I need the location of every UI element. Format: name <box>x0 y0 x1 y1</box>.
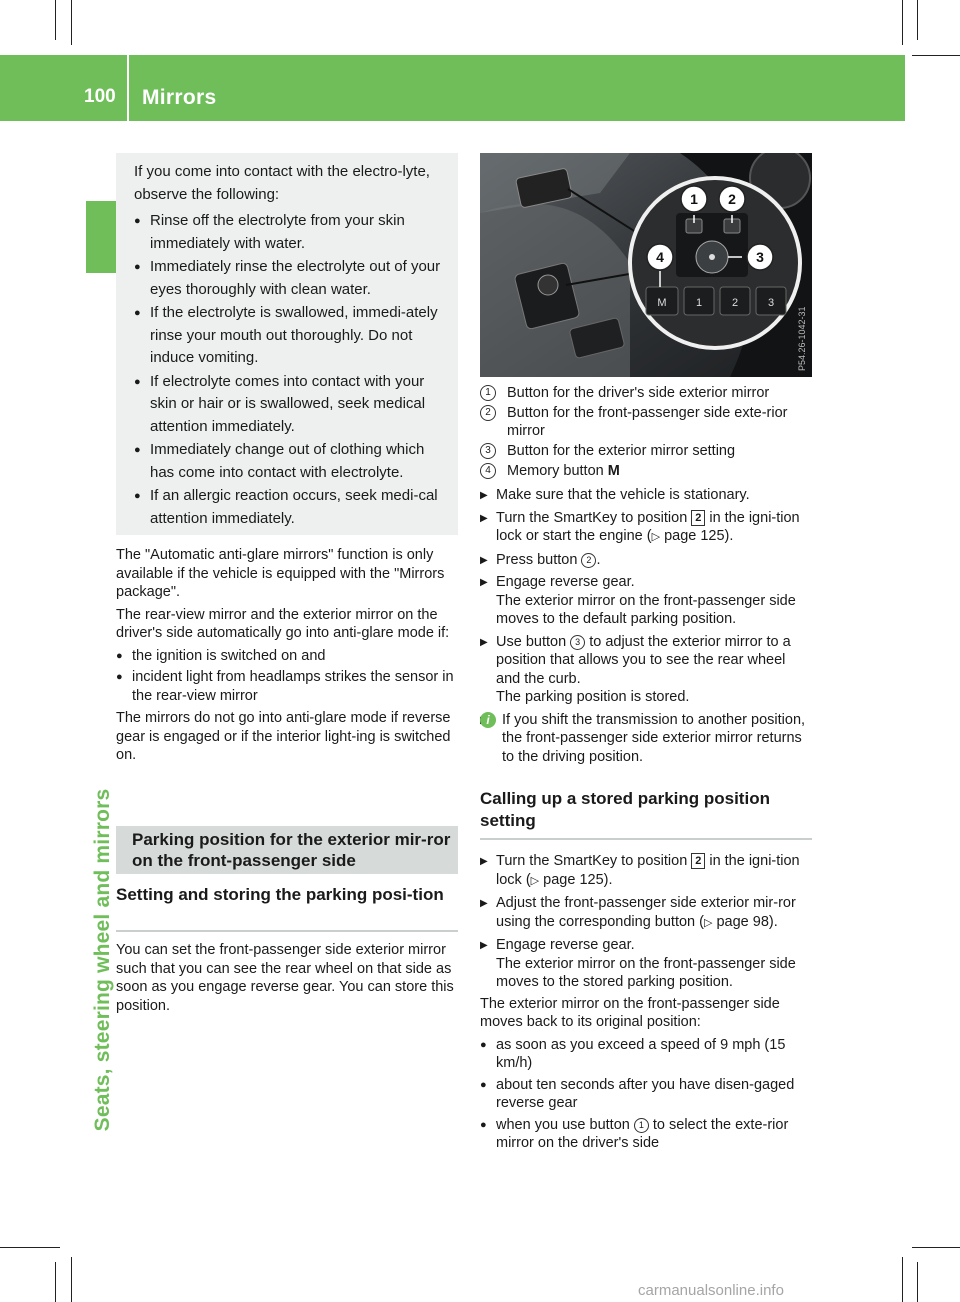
page-ref-arrow-icon: ▷ <box>530 874 540 887</box>
crop-mark <box>71 1257 72 1302</box>
left-body <box>116 546 458 765</box>
parking-position-intro: You can set the front-passenger side exterior mirror such that you can see the rear wheel on that side as soon as you engage reverse gear. You can store this position. <box>116 942 454 1014</box>
legend-text: Memory button <box>507 463 604 479</box>
instruction-step <box>480 633 812 707</box>
preset-button-label: 2 <box>731 297 739 309</box>
crop-mark <box>902 1257 903 1302</box>
door-mirror-control-panel-icon <box>480 153 812 377</box>
step-result: The parking position is stored. <box>496 689 690 705</box>
list-item-text: when you use button <box>496 1116 634 1133</box>
right-body <box>480 384 812 832</box>
list-item: ● the ignition is switched on and <box>116 647 458 666</box>
instruction-step <box>480 551 812 570</box>
step-text: Turn the SmartKey to position <box>496 509 692 526</box>
key-position-badge: 2 <box>691 853 705 869</box>
memory-button-label: M <box>657 297 667 309</box>
callout-1: 1 <box>690 191 698 207</box>
left-body-2 <box>116 941 458 1015</box>
step-result: The exterior mirror on the front-passenger side moves to the default parking position. <box>496 592 796 627</box>
page-reference-link[interactable]: page 98). <box>716 913 778 930</box>
list-item: ● If electrolyte comes into contact with your skin or hair or is swallowed, seek medical attention immediately. <box>134 371 450 439</box>
step-text: in the igni-tion lock ( <box>496 853 800 888</box>
page-ref-arrow-icon: ▷ <box>651 531 661 543</box>
legend-text: Button for the driver's side exterior mirror <box>507 385 770 401</box>
warning-intro: If you come into contact with the electro-lyte, observe the following: <box>134 163 430 203</box>
crop-mark <box>55 0 56 40</box>
info-note <box>480 711 812 767</box>
warning-list <box>134 210 450 530</box>
instruction-step <box>480 486 812 505</box>
legend-number: 3 <box>480 443 496 459</box>
figure-ref-code: P54.26-1042-31 <box>797 306 807 371</box>
callout-ref: 3 <box>570 635 585 650</box>
page-ref-arrow-icon: ▷ <box>703 916 713 929</box>
side-tab-marker <box>86 201 120 273</box>
legend-number: 4 <box>480 463 496 479</box>
callout-ref: 1 <box>634 1118 649 1133</box>
callout-3: 3 <box>756 249 764 265</box>
list-item: ● incident light from headlamps strikes the sensor in the rear-view mirror <box>116 668 458 705</box>
key-position-badge: 2 <box>691 510 705 526</box>
callout-ref: 2 <box>581 553 596 568</box>
chapter-title: Mirrors <box>142 86 217 109</box>
step-text: in the igni-tion lock or start the engine ( <box>496 509 800 544</box>
step-text: Adjust the front-passenger side exterior mir-ror using the corresponding button ( <box>496 895 796 930</box>
heading-rule <box>116 930 458 932</box>
callout-2: 2 <box>728 191 736 207</box>
footer-watermark: carmanualsonline.info <box>638 1282 784 1299</box>
step-text: Use button <box>496 633 571 650</box>
list-item: ● If an allergic reaction occurs, seek medi-cal attention immediately. <box>134 485 450 530</box>
list-item <box>480 1116 812 1153</box>
header-separator <box>127 55 129 121</box>
legend-item <box>480 462 812 480</box>
list-item: ● about ten seconds after you have disen-gaged reverse gear <box>480 1076 812 1113</box>
list-item: ● Immediately rinse the electrolyte out of your eyes thoroughly with clean water. <box>134 256 450 301</box>
legend-item <box>480 384 812 402</box>
return-conditions-list <box>480 1036 812 1153</box>
instruction-step <box>480 573 812 629</box>
anti-glare-condition-intro: The rear-view mirror and the exterior mirror on the driver's side automatically go into anti-glare mode if: <box>116 606 450 641</box>
instruction-step <box>480 509 812 547</box>
legend-item <box>480 404 812 440</box>
step-text: Turn the SmartKey to position <box>496 853 692 869</box>
legend-number: 2 <box>480 405 496 421</box>
mirror-control-photo <box>480 153 812 377</box>
crop-mark <box>917 1262 918 1302</box>
crop-mark <box>902 0 903 45</box>
page-number: 100 <box>84 86 116 107</box>
list-item-text: to select the exte-rior mirror on the driver's side <box>496 1116 789 1151</box>
warning-box <box>116 153 458 535</box>
page-reference-link[interactable]: page 125). <box>543 871 613 888</box>
page-reference-link[interactable]: page 125). <box>664 528 734 544</box>
preset-button-label: 3 <box>767 297 775 309</box>
step-text: Engage reverse gear. <box>496 574 635 590</box>
step-text: Engage reverse gear. <box>496 937 635 953</box>
right-body-2 <box>480 852 812 1153</box>
crop-mark <box>912 1247 960 1248</box>
instruction-step <box>480 852 812 890</box>
list-item: ● If the electrolyte is swallowed, immedi-ately rinse your mouth out thoroughly. Do not induce vomiting. <box>134 302 450 370</box>
section-heading: Parking position for the exterior mir-ror on the front-passenger side <box>132 830 451 870</box>
step-text: Press button <box>496 551 582 568</box>
step-text: . <box>596 551 601 568</box>
step-text: Make sure that the vehicle is stationary. <box>496 487 750 503</box>
info-text: If you shift the transmission to another position, the front-passenger side exterior mirror returns to the driving position. <box>502 711 806 765</box>
section-heading: Calling up a stored parking position setting <box>480 789 770 830</box>
subheading-block <box>116 884 458 906</box>
anti-glare-exception: The mirrors do not go into anti-glare mode if reverse gear is engaged or if the interior light-ing is switched on. <box>116 710 451 763</box>
anti-glare-conditions <box>116 647 458 706</box>
heading-rule <box>480 838 812 840</box>
header-band <box>0 55 905 121</box>
preset-button-label: 1 <box>695 297 703 309</box>
legend-item <box>480 442 812 460</box>
crop-mark <box>0 1247 60 1248</box>
section-heading-band <box>116 826 458 874</box>
step-result: The exterior mirror on the front-passenger side moves to the stored parking position. <box>496 955 796 990</box>
crop-mark <box>55 1262 56 1302</box>
instruction-step <box>480 894 812 932</box>
list-item: ● Rinse off the electrolyte from your skin immediately with water. <box>134 210 450 255</box>
subsection-heading: Setting and storing the parking posi-tion <box>116 885 444 904</box>
side-section-title: Seats, steering wheel and mirrors <box>91 788 114 1132</box>
legend-text: Button for the front-passenger side exte-rior mirror <box>507 405 788 439</box>
list-item: ● Immediately change out of clothing which has come into contact with electrolyte. <box>134 439 450 484</box>
return-conditions-intro: The exterior mirror on the front-passenger side moves back to its original position: <box>480 995 780 1030</box>
legend-text: Button for the exterior mirror setting <box>507 443 736 459</box>
crop-mark <box>912 55 960 56</box>
instruction-step <box>480 936 812 992</box>
crop-mark <box>71 0 72 45</box>
callout-4: 4 <box>656 249 664 265</box>
list-item: ● as soon as you exceed a speed of 9 mph (15 km/h) <box>480 1036 812 1073</box>
memory-button-key: M <box>607 463 620 479</box>
crop-mark <box>917 0 918 40</box>
anti-glare-intro: The "Automatic anti-glare mirrors" function is only available if the vehicle is equipped with the "Mirrors package". <box>116 547 445 600</box>
legend-number: 1 <box>480 385 496 401</box>
info-icon: ▶ i <box>480 712 496 728</box>
step-text: to adjust the exterior mirror to a position that allows you to see the rear wheel and the curb. <box>496 633 791 687</box>
